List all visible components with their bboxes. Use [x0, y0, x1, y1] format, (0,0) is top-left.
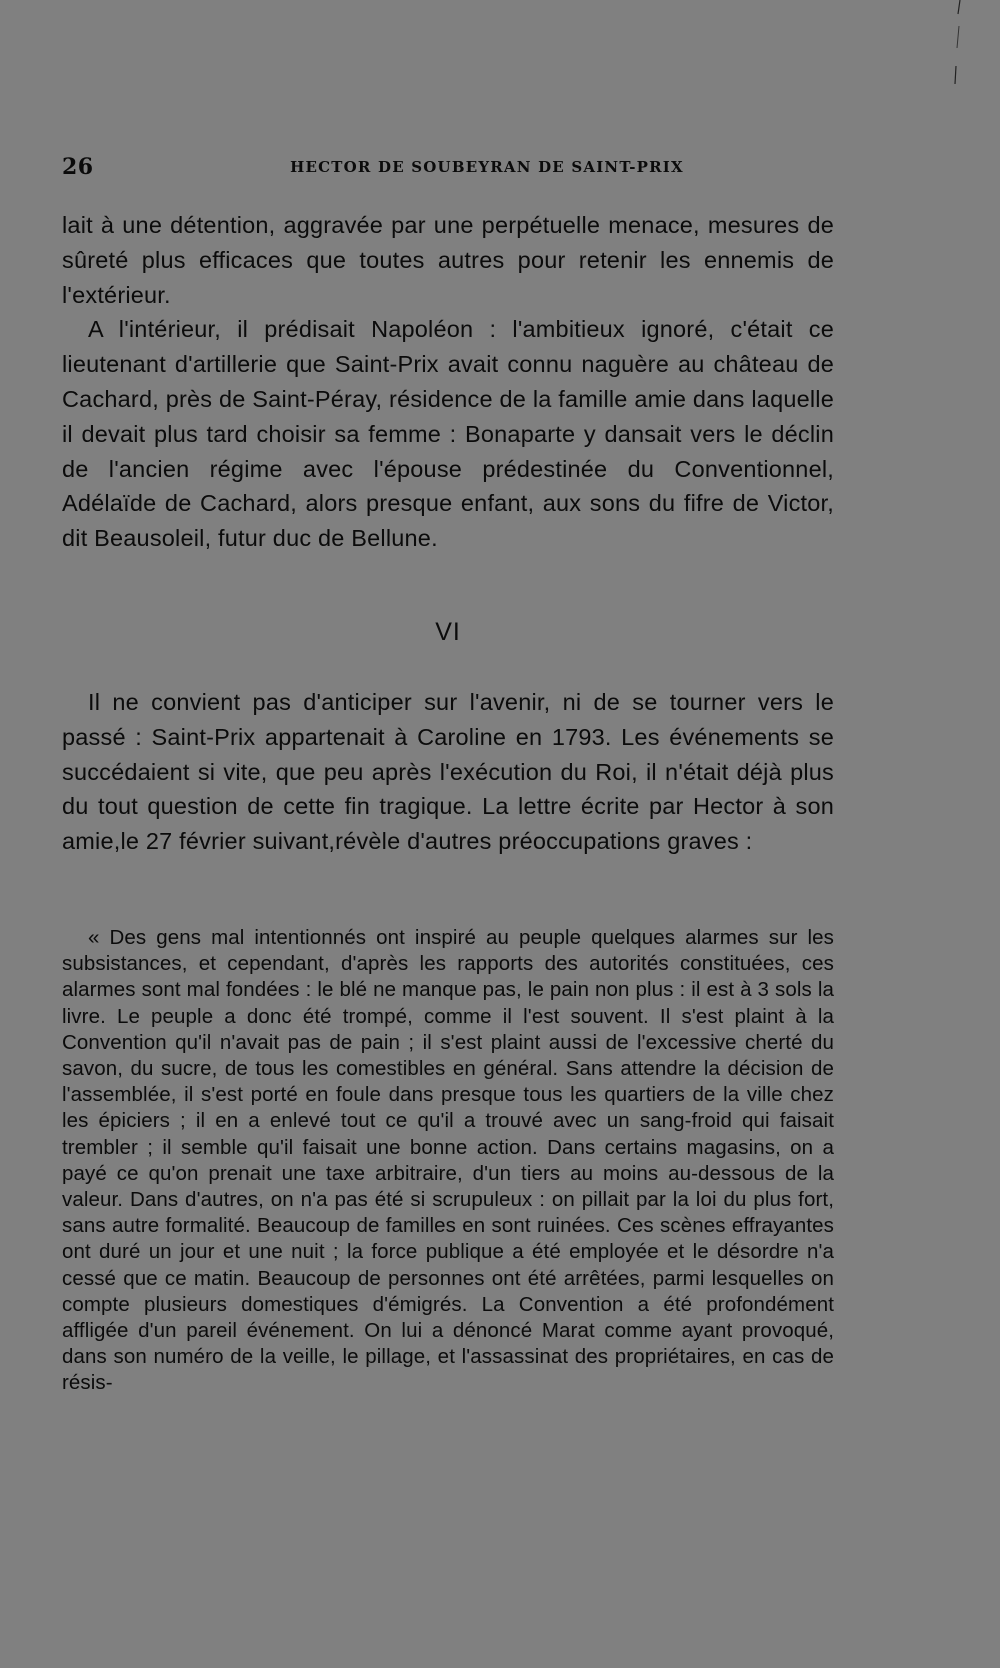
- running-title: HECTOR DE SOUBEYRAN DE SAINT-PRIX: [290, 158, 684, 176]
- paragraph-napoleon: A l'intérieur, il prédisait Napoléon : l'ambitieux ignoré, c'était ce lieutenant d'artillerie que Saint-Prix avait connu naguère au château de Cachard, près de Saint-Péray, résidence de la famille amie dans laquelle il devait plus tard choisir sa femme : Bonaparte y dansait vers le déclin de l'ancien régime avec l'épouse prédestinée du Conventionnel, Adélaïde de Cachard, alors presque enfant, aux sons du fifre de Victor, dit Beausoleil, futur duc de Bellune.: [62, 316, 834, 552]
- paragraph-continuation: lait à une détention, aggravée par une perpétuelle menace, mesures de sûreté plus efficaces que toutes autres pour retenir les ennemis de l'extérieur.: [62, 212, 834, 308]
- text-block-before-section: [62, 208, 834, 556]
- paragraph-section-vi: Il ne convient pas d'anticiper sur l'avenir, ni de se tourner vers le passé : Saint-Prix appartenait à Caroline en 1793. Les événements se succédaient si vite, que peu après l'exécution du Roi, il n'était déjà plus du tout question de cette fin tragique. La lettre écrite par Hector à son amie,le 27 février suivant,révèle d'autres préoccupations graves :: [62, 689, 834, 855]
- margin-pencil-marks: [950, 0, 970, 90]
- text-block-section-vi: [62, 685, 834, 859]
- page-header: [62, 154, 834, 184]
- section-heading: VI: [435, 618, 461, 646]
- letter-quotation: « Des gens mal intentionnés ont inspiré au peuple quelques alarmes sur les subsistances, et cependant, d'après les rapports des autorités constituées, ces alarmes sont mal fondées : le blé ne manque pas, le pain non plus : il est à 3 sols la livre. Le peuple a donc été trompé, comme il l'est souvent. Il s'est plaint à la Convention qu'il n'avait pas de pain ; il s'est plaint aussi de l'excessive cherté du savon, du sucre, de tous les comestibles en général. Sans attendre la décision de l'assemblée, il s'est porté en foule dans presque tous les quartiers de la ville chez les épiciers ; il en a enlevé tout ce qu'il a trouvé avec un sang-froid qui faisait trembler ; il semble qu'il faisait une bonne action. Dans certains magasins, on a payé ce qu'on prenait une taxe arbitraire, d'un tiers au moins au-dessous de la valeur. Dans d'autres, on n'a pas été si scrupuleux : on pillait par la loi du plus fort, sans autre formalité. Beaucoup de familles en sont ruinées. Ces scènes effrayantes ont duré un jour et une nuit ; la force publique a été employée et le désordre n'a cessé que ce matin. Beaucoup de personnes ont été arrêtées, parmi lesquelles on compte plusieurs domestiques d'émigrés. La Convention a été profondément affligée d'un pareil événement. On lui a dénoncé Marat comme ayant provoqué, dans son numéro de la veille, le pillage, et l'assassinat des propriétaires, en cas de résis-: [62, 926, 834, 1395]
- page-number: 26: [62, 154, 94, 180]
